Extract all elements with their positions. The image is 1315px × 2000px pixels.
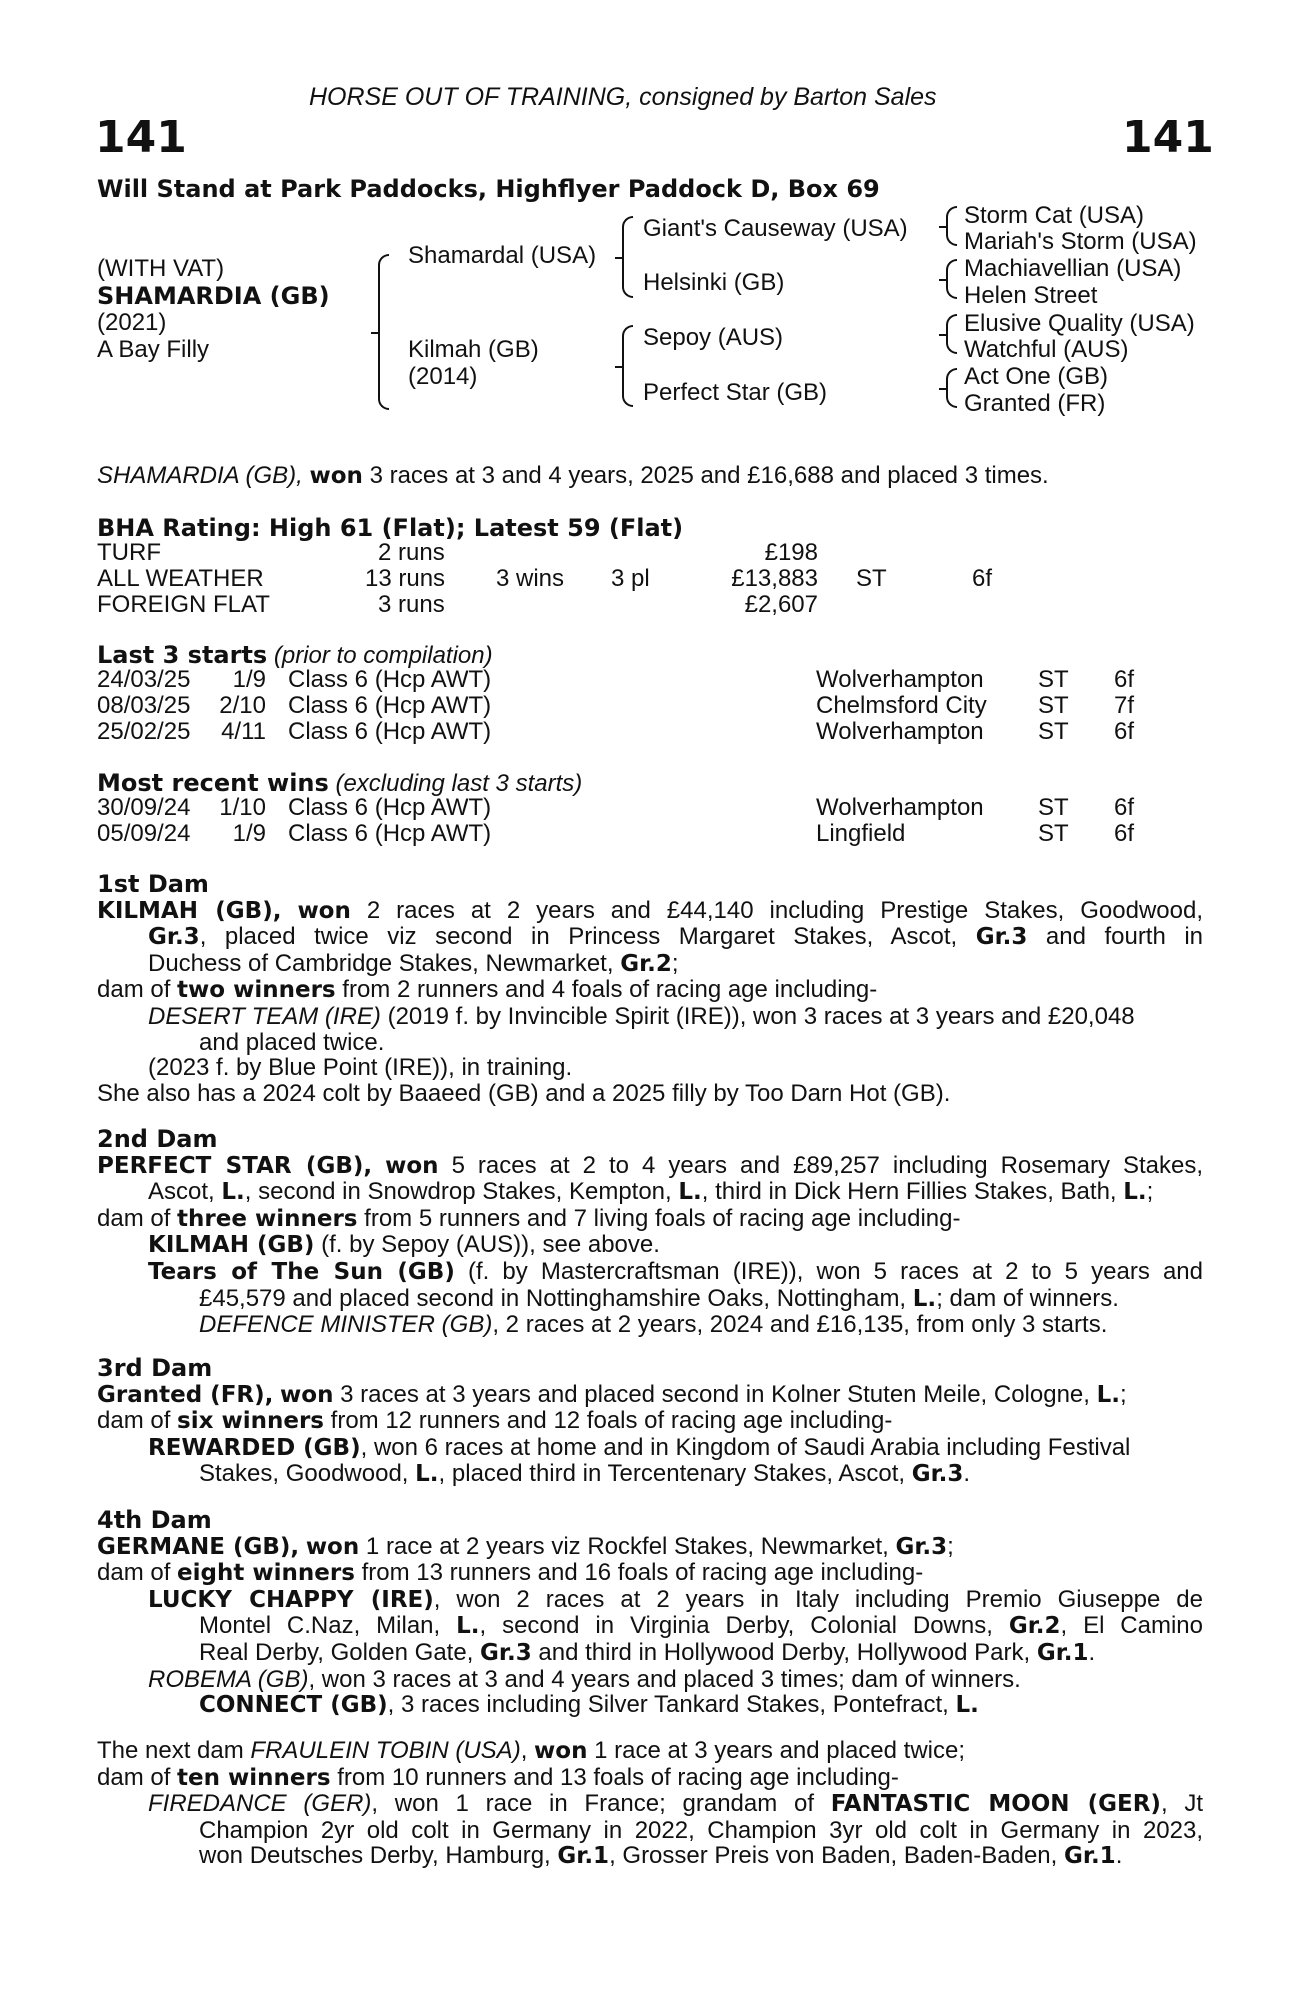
section-heading: 3rd Dam — [97, 1354, 213, 1382]
race-summary: SHAMARDIA (GB), won 3 races at 3 and 4 years, 2025 and £16,688 and placed 3 times. — [97, 462, 1049, 489]
rating-prize: £2,607 — [744, 591, 818, 618]
horse-description: A Bay Filly — [97, 336, 210, 363]
start-going: ST — [1038, 666, 1069, 693]
rating-runs: 3 runs — [378, 591, 445, 618]
pedigree-gen3-3: Machiavellian (USA) — [964, 255, 1182, 282]
pedigree-gen3-6: Watchful (AUS) — [964, 336, 1129, 363]
start-date: 25/02/25 — [97, 718, 191, 745]
start-distance: 6f — [1114, 718, 1135, 745]
fourth-dam-section: 4th Dam GERMANE (GB), won 1 race at 2 years viz Rockfel Stakes, Newmarket, Gr.3; dam of eight winners from 13 runners and 16 foals of racing age including- LUCKY CHAPPY (IRE), won 2 races at 2 years in Italy including Premio Giuseppe de Montel C.Naz, Milan, L., second in Virginia Derby, Colonial Downs, Gr.2, El Camino Real Derby, Golden Gate, Gr.3 and third in Hollywood Derby, Hollywood Park, Gr.1. ROBEMA (GB), won 3 races at 3 and 4 years and placed 3 times; dam of winners. CONNECT (GB), 3 races including Silver Tankard Stakes, Pontefract, L. — [97, 1506, 1204, 1719]
win-going: ST — [1038, 794, 1069, 821]
pedigree-brace — [946, 368, 957, 408]
start-position: 1/9 — [232, 666, 266, 693]
pedigree-brace — [946, 206, 957, 246]
recent-wins-heading: Most recent wins (excluding last 3 starts) — [97, 769, 583, 797]
horse-year: (2021) — [97, 309, 167, 336]
pedigree-gen3-4: Helen Street — [964, 282, 1098, 309]
start-race: Class 6 (Hcp AWT) — [288, 692, 492, 719]
pedigree-brace — [622, 216, 633, 298]
section-heading: 2nd Dam — [97, 1125, 218, 1153]
start-race: Class 6 (Hcp AWT) — [288, 666, 492, 693]
second-dam-section: 2nd Dam PERFECT STAR (GB), won 5 races at 2 to 4 years and £89,257 including Rosemary Stakes, Ascot, L., second in Snowdrop Stakes, Kempton, L., third in Dick Hern Fillies Stakes, Bath, L.; dam of three winners from 5 runners and 7 living foals of racing age including- KILMAH (GB) (f. by Sepoy (AUS)), see above. Tears of The Sun (GB) (f. by Mastercraftsman (IRE)), won 5 races at 2 to 5 years and £45,579 and placed second in Nottinghamshire Oaks, Nottingham, L.; dam of winners. DEFENCE MINISTER (GB), 2 races at 2 years, 2024 and £16,135, from only 3 starts. — [97, 1125, 1204, 1339]
start-position: 4/11 — [221, 718, 266, 745]
start-race: Class 6 (Hcp AWT) — [288, 718, 492, 745]
win-distance: 6f — [1114, 820, 1135, 847]
win-race: Class 6 (Hcp AWT) — [288, 794, 492, 821]
pedigree-sire-dam: Helsinki (GB) — [643, 269, 785, 296]
section-heading: 4th Dam — [97, 1506, 212, 1534]
pedigree-brace — [946, 314, 957, 354]
rating-prize: £198 — [764, 539, 818, 566]
rating-runs: 2 runs — [378, 539, 445, 566]
pedigree-dam-year: (2014) — [408, 363, 478, 390]
win-position: 1/9 — [232, 820, 266, 847]
pedigree-sire-sire: Giant's Causeway (USA) — [643, 215, 908, 242]
pedigree-gen3-8: Granted (FR) — [964, 390, 1106, 417]
bha-rating-heading: BHA Rating: High 61 (Flat); Latest 59 (Flat) — [97, 514, 684, 542]
start-distance: 6f — [1114, 666, 1135, 693]
pedigree-dam-dam: Perfect Star (GB) — [643, 379, 828, 406]
catalogue-title: HORSE OUT OF TRAINING, consigned by Barton Sales — [309, 83, 937, 111]
win-course: Wolverhampton — [816, 794, 984, 821]
win-race: Class 6 (Hcp AWT) — [288, 820, 492, 847]
win-date: 30/09/24 — [97, 794, 191, 821]
vat-status: (WITH VAT) — [97, 255, 225, 282]
rating-label: TURF — [97, 539, 161, 566]
pedigree-brace — [622, 325, 633, 407]
next-dam-section: The next dam FRAULEIN TOBIN (USA), won 1 race at 3 years and placed twice; dam of ten winners from 10 runners and 13 foals of racing age including- FIREDANCE (GER), won 1 race in France; grandam of FANTASTIC MOON (GER), Jt Champion 2yr old colt in Germany in 2022, Champion 3yr old colt in Germany in 2023, won Deutsches Derby, Hamburg, Gr.1, Grosser Preis von Baden, Baden-Baden, Gr.1. — [97, 1737, 1204, 1870]
rating-going: ST — [856, 565, 887, 592]
pedigree-gen3-5: Elusive Quality (USA) — [964, 310, 1195, 337]
start-going: ST — [1038, 718, 1069, 745]
rating-label: FOREIGN FLAT — [97, 591, 270, 618]
pedigree-brace — [378, 254, 389, 410]
last-starts-heading: Last 3 starts (prior to compilation) — [97, 641, 493, 669]
pedigree-sire: Shamardal (USA) — [408, 242, 597, 269]
win-course: Lingfield — [816, 820, 906, 847]
horse-name: SHAMARDIA (GB) — [97, 282, 330, 310]
rating-distance: 6f — [972, 565, 993, 592]
rating-wins: 3 wins — [496, 565, 565, 592]
rating-label: ALL WEATHER — [97, 565, 264, 592]
pedigree-brace — [946, 259, 957, 299]
lot-number-right: 141 — [1122, 112, 1214, 163]
start-date: 24/03/25 — [97, 666, 191, 693]
win-distance: 6f — [1114, 794, 1135, 821]
win-position: 1/10 — [219, 794, 266, 821]
start-date: 08/03/25 — [97, 692, 191, 719]
pedigree-dam: Kilmah (GB) — [408, 336, 539, 363]
start-going: ST — [1038, 692, 1069, 719]
pedigree-dam-sire: Sepoy (AUS) — [643, 324, 784, 351]
rating-runs: 13 runs — [365, 565, 446, 592]
pedigree-gen3-2: Mariah's Storm (USA) — [964, 228, 1197, 255]
rating-placed: 3 pl — [611, 565, 650, 592]
start-course: Chelmsford City — [816, 692, 987, 719]
start-position: 2/10 — [219, 692, 266, 719]
pedigree-gen3-1: Storm Cat (USA) — [964, 202, 1145, 229]
win-date: 05/09/24 — [97, 820, 191, 847]
rating-prize: £13,883 — [731, 565, 818, 592]
start-course: Wolverhampton — [816, 666, 984, 693]
win-going: ST — [1038, 820, 1069, 847]
section-heading: 1st Dam — [97, 870, 209, 898]
lot-number-left: 141 — [95, 112, 187, 163]
pedigree-gen3-7: Act One (GB) — [964, 363, 1109, 390]
first-dam-section: 1st Dam KILMAH (GB), won 2 races at 2 years and £44,140 including Prestige Stakes, Goodwood, Gr.3, placed twice viz second in Princess Margaret Stakes, Ascot, Gr.3 and fourth in Duchess of Cambridge Stakes, Newmarket, Gr.2; dam of two winners from 2 runners and 4 foals of racing age including- DESERT TEAM (IRE) (2019 f. by Invincible Spirit (IRE)), won 3 races at 3 years and £20,048 and placed twice. (2023 f. by Blue Point (IRE)), in training. She also has a 2024 colt by Baaeed (GB) and a 2025 filly by Too Darn Hot (GB). — [97, 870, 1204, 1107]
start-course: Wolverhampton — [816, 718, 984, 745]
stand-location: Will Stand at Park Paddocks, Highflyer Paddock D, Box 69 — [97, 175, 880, 203]
third-dam-section: 3rd Dam Granted (FR), won 3 races at 3 years and placed second in Kolner Stuten Meile, Cologne, L.; dam of six winners from 12 runners and 12 foals of racing age including- REWARDED (GB), won 6 races at home and in Kingdom of Saudi Arabia including Festival Stakes, Goodwood, L., placed third in Tercentenary Stakes, Ascot, Gr.3. — [97, 1356, 1203, 1488]
start-distance: 7f — [1114, 692, 1135, 719]
